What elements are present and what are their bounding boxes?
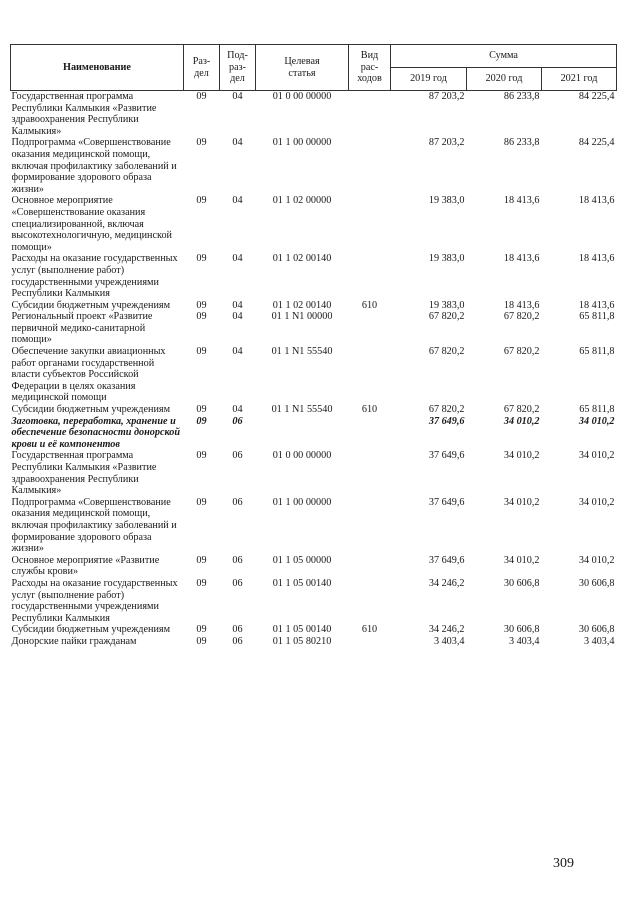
cell-name: Обеспечение закупки авиационных работ органами государственной власти субъектов Российской Федерации в целях оказания медицинской помощи xyxy=(11,346,166,404)
cell-vid xyxy=(349,311,391,346)
cell-2019: 34 246,2 xyxy=(428,577,465,589)
cell-vid xyxy=(349,91,391,138)
table-row xyxy=(11,624,617,636)
cell-2020: 18 413,6 xyxy=(503,195,540,207)
cell-2019: 19 383,0 xyxy=(428,299,465,311)
cell-name: Региональный проект «Развитие первичной медико-санитарной помощи» xyxy=(11,311,153,346)
cell-vid xyxy=(349,555,391,578)
table-row xyxy=(11,346,617,404)
cell-2019: 37 649,6 xyxy=(428,415,465,427)
cell-2020: 67 820,2 xyxy=(503,404,540,416)
header-2020: 2020 год xyxy=(467,68,542,91)
cell-podrazdel: 06 xyxy=(232,450,243,462)
cell-razdel: 09 xyxy=(196,404,207,416)
cell-celevaya: 01 1 02 00140 xyxy=(272,253,332,265)
cell-podrazdel: 04 xyxy=(232,137,243,149)
cell-2019: 34 246,2 xyxy=(428,624,465,636)
cell-name: Субсидии бюджетным учреждениям xyxy=(11,404,171,416)
header-razdel: Раз- дел xyxy=(184,45,220,91)
cell-name: Донорские пайки гражданам xyxy=(11,635,137,647)
table-row xyxy=(11,497,617,555)
cell-2021: 34 010,2 xyxy=(578,450,615,462)
cell-celevaya: 01 1 02 00000 xyxy=(272,195,332,207)
cell-celevaya: 01 0 00 00000 xyxy=(272,450,332,462)
cell-podrazdel: 06 xyxy=(232,624,243,636)
cell-2019: 37 649,6 xyxy=(428,450,465,462)
cell-2021: 30 606,8 xyxy=(578,577,615,589)
cell-2020: 86 233,8 xyxy=(503,91,540,102)
cell-vid: 610 xyxy=(361,404,378,416)
cell-2020: 18 413,6 xyxy=(503,253,540,265)
table-row xyxy=(11,416,617,451)
cell-2019: 67 820,2 xyxy=(428,346,465,358)
cell-celevaya: 01 1 N1 55540 xyxy=(271,346,333,358)
cell-2020: 18 413,6 xyxy=(503,299,540,311)
cell-podrazdel: 04 xyxy=(232,253,243,265)
table-row xyxy=(11,555,617,578)
table-row xyxy=(11,137,617,195)
header-summa: Сумма xyxy=(391,45,617,68)
cell-vid xyxy=(349,497,391,555)
cell-2021: 34 010,2 xyxy=(578,496,615,508)
cell-vid xyxy=(349,253,391,299)
header-2019: 2019 год xyxy=(391,68,467,91)
cell-razdel: 09 xyxy=(196,346,207,358)
cell-2019: 3 403,4 xyxy=(433,635,465,647)
cell-celevaya xyxy=(256,416,349,451)
cell-2021: 3 403,4 xyxy=(583,635,615,647)
cell-razdel: 09 xyxy=(196,253,207,265)
table-row xyxy=(11,253,617,299)
header-celevaya: Целевая статья xyxy=(256,45,349,91)
cell-name: Государственная программа Республики Калмыкия «Развитие здравоохранения Республики Калмыкия» xyxy=(11,91,157,137)
page-number: 309 xyxy=(553,856,574,871)
cell-razdel: 09 xyxy=(196,311,207,323)
cell-2021: 18 413,6 xyxy=(578,299,615,311)
cell-2019: 87 203,2 xyxy=(428,137,465,149)
cell-podrazdel: 06 xyxy=(232,577,243,589)
cell-vid: 610 xyxy=(361,624,378,636)
cell-2021: 18 413,6 xyxy=(578,195,615,207)
cell-podrazdel: 04 xyxy=(232,311,243,323)
cell-razdel: 09 xyxy=(196,496,207,508)
cell-celevaya: 01 1 05 00140 xyxy=(272,624,332,636)
cell-name: Заготовка, переработка, хранение и обеспечение безопасности донорской крови и её компонентов xyxy=(11,415,181,450)
cell-razdel: 09 xyxy=(196,91,207,102)
cell-celevaya: 01 0 00 00000 xyxy=(272,91,332,102)
cell-razdel: 09 xyxy=(196,415,207,427)
table-header xyxy=(11,45,617,91)
cell-2021: 18 413,6 xyxy=(578,253,615,265)
cell-celevaya: 01 1 00 00000 xyxy=(272,137,332,149)
cell-celevaya: 01 1 N1 00000 xyxy=(271,311,333,323)
cell-celevaya: 01 1 05 00000 xyxy=(272,554,332,566)
cell-podrazdel: 06 xyxy=(232,554,243,566)
header-vid: Вид рас- ходов xyxy=(349,45,391,91)
cell-2020: 86 233,8 xyxy=(503,137,540,149)
table-row xyxy=(11,636,617,648)
cell-razdel: 09 xyxy=(196,624,207,636)
cell-podrazdel: 04 xyxy=(232,91,243,102)
cell-razdel: 09 xyxy=(196,137,207,149)
cell-celevaya: 01 1 00 00000 xyxy=(272,496,332,508)
cell-2020: 30 606,8 xyxy=(503,624,540,636)
table-row xyxy=(11,450,617,496)
header-2021: 2021 год xyxy=(542,68,617,91)
cell-2020: 67 820,2 xyxy=(503,311,540,323)
table-row xyxy=(11,578,617,624)
cell-razdel: 09 xyxy=(196,450,207,462)
cell-razdel: 09 xyxy=(196,635,207,647)
cell-name: Субсидии бюджетным учреждениям xyxy=(11,299,171,311)
cell-2021: 34 010,2 xyxy=(578,415,615,427)
cell-2019: 37 649,6 xyxy=(428,554,465,566)
table-row xyxy=(11,300,617,312)
cell-2019: 37 649,6 xyxy=(428,496,465,508)
cell-2020: 67 820,2 xyxy=(503,346,540,358)
cell-podrazdel: 04 xyxy=(232,346,243,358)
cell-name: Основное мероприятие «Совершенствование оказания специализированной, включая высокотехнологичную, медицинской помощи» xyxy=(11,195,173,253)
cell-podrazdel: 04 xyxy=(232,195,243,207)
cell-vid: 610 xyxy=(361,299,378,311)
cell-celevaya: 01 1 02 00140 xyxy=(272,299,332,311)
table-row xyxy=(11,91,617,138)
cell-2021: 34 010,2 xyxy=(578,554,615,566)
cell-2021: 65 811,8 xyxy=(579,311,615,323)
cell-2021: 84 225,4 xyxy=(578,91,615,102)
cell-2019: 19 383,0 xyxy=(428,253,465,265)
cell-name: Субсидии бюджетным учреждениям xyxy=(11,624,171,636)
cell-podrazdel: 06 xyxy=(232,415,243,427)
cell-name: Подпрограмма «Совершенствование оказания медицинской помощи, включая профилактику заболеваний и формирование здорового образа жизни» xyxy=(11,496,177,555)
cell-celevaya: 01 1 05 00140 xyxy=(272,577,332,589)
table-row xyxy=(11,404,617,416)
cell-2019: 87 203,2 xyxy=(428,91,465,102)
cell-2020: 3 403,4 xyxy=(508,635,540,647)
cell-2019: 67 820,2 xyxy=(428,404,465,416)
cell-razdel: 09 xyxy=(196,554,207,566)
cell-podrazdel: 04 xyxy=(232,404,243,416)
header-podrazdel: Под- раз- дел xyxy=(220,45,256,91)
cell-razdel: 09 xyxy=(196,195,207,207)
cell-vid xyxy=(349,137,391,195)
cell-2020: 30 606,8 xyxy=(503,577,540,589)
cell-vid xyxy=(349,346,391,404)
cell-vid xyxy=(349,195,391,253)
cell-vid xyxy=(349,636,391,648)
cell-celevaya: 01 1 05 80210 xyxy=(272,635,332,647)
cell-name: Подпрограмма «Совершенствование оказания медицинской помощи, включая профилактику заболеваний и формирование здорового образа жизни» xyxy=(11,137,177,195)
cell-name: Основное мероприятие «Развитие службы крови» xyxy=(11,554,160,578)
cell-vid xyxy=(349,578,391,624)
cell-podrazdel: 04 xyxy=(232,299,243,311)
table-body xyxy=(11,91,617,648)
cell-name: Государственная программа Республики Калмыкия «Развитие здравоохранения Республики Калмыкия» xyxy=(11,450,157,497)
table-row xyxy=(11,195,617,253)
cell-name: Расходы на оказание государственных услуг (выполнение работ) государственными учреждениями Республики Калмыкия xyxy=(11,253,178,300)
header-name: Наименование xyxy=(11,45,184,91)
cell-2020: 34 010,2 xyxy=(503,450,540,462)
cell-2019: 67 820,2 xyxy=(428,311,465,323)
cell-2020: 34 010,2 xyxy=(503,415,540,427)
budget-table xyxy=(10,44,617,648)
cell-vid xyxy=(349,416,391,451)
cell-2019: 19 383,0 xyxy=(428,195,465,207)
cell-2021: 30 606,8 xyxy=(578,624,615,636)
cell-razdel: 09 xyxy=(196,299,207,311)
cell-vid xyxy=(349,450,391,496)
cell-2021: 65 811,8 xyxy=(579,346,615,358)
cell-razdel: 09 xyxy=(196,577,207,589)
cell-2021: 65 811,8 xyxy=(579,404,615,416)
cell-2020: 34 010,2 xyxy=(503,554,540,566)
cell-celevaya: 01 1 N1 55540 xyxy=(271,404,333,416)
cell-podrazdel: 06 xyxy=(232,635,243,647)
table-row xyxy=(11,311,617,346)
cell-name: Расходы на оказание государственных услуг (выполнение работ) государственными учреждениями Республики Калмыкия xyxy=(11,577,178,624)
cell-2021: 84 225,4 xyxy=(578,137,615,149)
cell-podrazdel: 06 xyxy=(232,496,243,508)
cell-2020: 34 010,2 xyxy=(503,496,540,508)
